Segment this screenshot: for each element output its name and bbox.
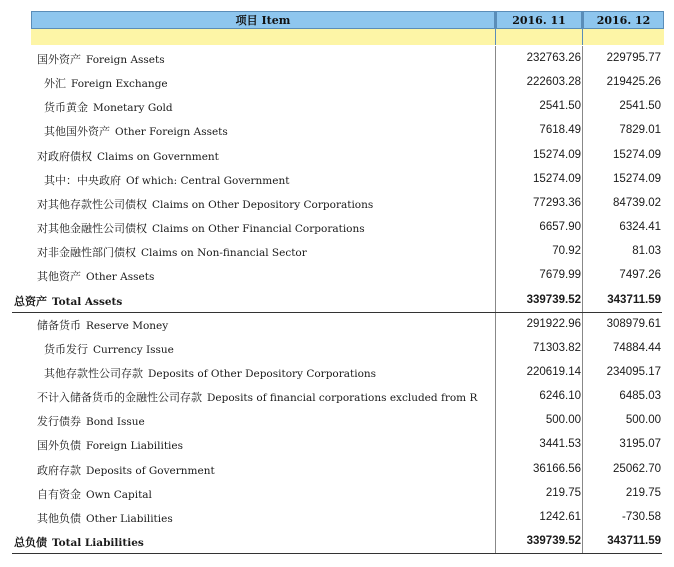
row-label-en: Claims on Other Depository Corporations: [152, 198, 374, 211]
row-label: [44, 123, 228, 139]
row-label-en: Bond Issue: [86, 416, 145, 429]
row-label-en: Foreign Assets: [86, 54, 165, 66]
value-2016-12: 15274.09: [613, 172, 661, 185]
row-label-en: Deposits of Government: [86, 464, 215, 477]
row-label-en: Reserve Money: [86, 319, 169, 332]
header-col1-label: 2016. 11: [512, 13, 566, 27]
row-label-zh: 政府存款: [37, 463, 81, 477]
row-label-zh: 货币黄金: [44, 101, 88, 115]
value-2016-11: 15274.09: [533, 172, 581, 185]
value-2016-11: 222603.28: [526, 76, 581, 89]
table-row: [0, 506, 674, 530]
value-2016-11: 70.92: [552, 245, 581, 258]
value-2016-12: 308979.61: [606, 317, 661, 330]
table-total-row: [0, 530, 674, 554]
table-total-row: [0, 289, 674, 313]
header-divider: [495, 11, 496, 45]
row-label-zh: 储备货币: [37, 318, 81, 332]
value-2016-11: 291922.96: [526, 317, 581, 330]
value-2016-11: 500.00: [545, 414, 581, 427]
value-2016-12: 6324.41: [619, 221, 661, 234]
value-2016-11: 7679.99: [539, 269, 581, 282]
row-label-en: Claims on Government: [97, 150, 219, 163]
value-2016-12: 7829.01: [619, 124, 661, 137]
value-2016-11: 3441.53: [539, 438, 581, 451]
row-label-zh: 总资产: [14, 294, 47, 308]
header-col-2016-12: [583, 11, 664, 29]
row-label: [37, 389, 477, 405]
value-2016-11: 232763.26: [526, 52, 581, 64]
table-row: [0, 361, 674, 385]
row-label-en: Foreign Liabilities: [86, 440, 184, 453]
value-2016-11: 77293.36: [533, 196, 581, 209]
row-label: [37, 196, 373, 212]
header-band: [31, 29, 664, 45]
row-label: [37, 244, 307, 260]
value-2016-12: 234095.17: [606, 365, 661, 378]
row-label: [37, 148, 219, 164]
table-row: [0, 458, 674, 482]
row-label: [14, 293, 122, 309]
row-label-zh: 不计入储备货币的金融性公司存款: [37, 391, 202, 405]
table-row: [0, 240, 674, 264]
row-label: [37, 317, 168, 333]
value-2016-12: 84739.02: [613, 196, 661, 209]
row-label-zh: 其他存款性公司存款: [44, 366, 143, 380]
value-2016-12: 6485.03: [619, 390, 661, 403]
row-label-en: Other Liabilities: [86, 512, 173, 525]
row-label-zh: 其他负债: [37, 511, 81, 525]
table-row: [0, 385, 674, 409]
row-label-zh: 货币发行: [44, 342, 88, 356]
row-label: [44, 365, 376, 381]
row-label: [37, 268, 154, 284]
table-row: [0, 216, 674, 240]
table-row: [0, 409, 674, 433]
value-2016-11: 15274.09: [533, 148, 581, 161]
row-label-zh: 对其他金融性公司债权: [37, 222, 147, 236]
value-2016-11: 339739.52: [526, 535, 581, 547]
value-2016-12: 3195.07: [619, 438, 661, 451]
table-row: [0, 119, 674, 143]
row-label-en: Deposits of financial corporations excluded from R: [207, 392, 478, 405]
row-label: [44, 341, 174, 357]
row-label-zh: 对其他存款性公司债权: [37, 197, 147, 211]
row-label-zh: 自有资金: [37, 487, 81, 501]
value-2016-12: 343711.59: [607, 535, 661, 547]
header-item: [31, 11, 495, 29]
value-2016-12: 25062.70: [613, 462, 661, 475]
row-label: [37, 220, 365, 236]
row-label: [37, 486, 152, 502]
row-label-zh: 其他国外资产: [44, 125, 110, 139]
row-label-en: Own Capital: [86, 488, 152, 501]
value-2016-11: 219.75: [545, 486, 581, 499]
table-row: [0, 433, 674, 457]
table-row: [0, 95, 674, 119]
value-2016-12: -730.58: [621, 510, 661, 523]
row-label-zh: 总负债: [14, 536, 47, 549]
value-2016-11: 220619.14: [526, 365, 581, 378]
row-label: [37, 510, 173, 526]
row-label-en: Total Liabilities: [52, 537, 144, 549]
value-2016-11: 36166.56: [533, 462, 581, 475]
row-label-zh: 其中：中央政府: [44, 173, 121, 187]
table-row: [0, 313, 674, 337]
row-label: [37, 413, 145, 429]
table-row: [0, 264, 674, 288]
row-label-en: Other Foreign Assets: [115, 126, 228, 139]
row-label: [44, 172, 289, 188]
value-2016-11: 2541.50: [539, 100, 581, 113]
header-divider: [582, 11, 583, 45]
row-label-en: Claims on Other Financial Corporations: [152, 223, 365, 236]
row-label-zh: 对非金融性部门债权: [37, 246, 136, 260]
table-row: [0, 71, 674, 95]
value-2016-11: 71303.82: [533, 341, 581, 354]
value-2016-12: 15274.09: [613, 148, 661, 161]
row-label: [44, 75, 168, 91]
row-label: [37, 437, 183, 453]
row-label-en: Total Assets: [52, 295, 123, 308]
value-2016-11: 339739.52: [526, 293, 581, 306]
table-row: [0, 144, 674, 168]
row-label-en: Foreign Exchange: [71, 78, 168, 91]
value-2016-12: 7497.26: [619, 269, 661, 282]
row-label-en: Of which: Central Government: [126, 174, 290, 187]
value-2016-12: 229795.77: [606, 52, 661, 64]
header-item-label: 项目 Item: [235, 14, 291, 27]
row-label: [37, 51, 165, 67]
row-label-en: Other Assets: [86, 271, 155, 284]
header-col-2016-11: [496, 11, 582, 29]
table-row: [0, 168, 674, 192]
row-label-zh: 国外资产: [37, 53, 81, 66]
row-label-en: Monetary Gold: [93, 102, 173, 115]
total-rule: [12, 553, 662, 554]
row-label: [44, 99, 173, 115]
value-2016-11: 1242.61: [539, 510, 581, 523]
table-row: [0, 337, 674, 361]
row-label-zh: 外汇: [44, 77, 66, 91]
value-2016-12: 500.00: [625, 414, 661, 427]
value-2016-11: 6246.10: [539, 390, 581, 403]
row-label-zh: 对政府债权: [37, 149, 92, 163]
value-2016-12: 81.03: [632, 245, 661, 258]
row-label-zh: 国外负债: [37, 439, 81, 453]
value-2016-11: 6657.90: [539, 221, 581, 234]
table-row: [0, 47, 674, 71]
value-2016-11: 7618.49: [539, 124, 581, 137]
row-label-en: Claims on Non-financial Sector: [141, 247, 307, 260]
row-label-zh: 其他资产: [37, 270, 81, 284]
row-label: [14, 534, 144, 550]
header-col2-label: 2016. 12: [596, 13, 651, 27]
value-2016-12: 74884.44: [613, 341, 661, 354]
row-label-zh: 发行债券: [37, 415, 81, 429]
table-row: [0, 192, 674, 216]
value-2016-12: 219425.26: [606, 76, 661, 89]
value-2016-12: 2541.50: [619, 100, 661, 113]
row-label-en: Currency Issue: [93, 343, 174, 356]
row-label: [37, 462, 215, 478]
value-2016-12: 219.75: [625, 486, 661, 499]
value-2016-12: 343711.59: [607, 293, 661, 306]
row-label-en: Deposits of Other Depository Corporations: [148, 367, 377, 380]
table-row: [0, 482, 674, 506]
